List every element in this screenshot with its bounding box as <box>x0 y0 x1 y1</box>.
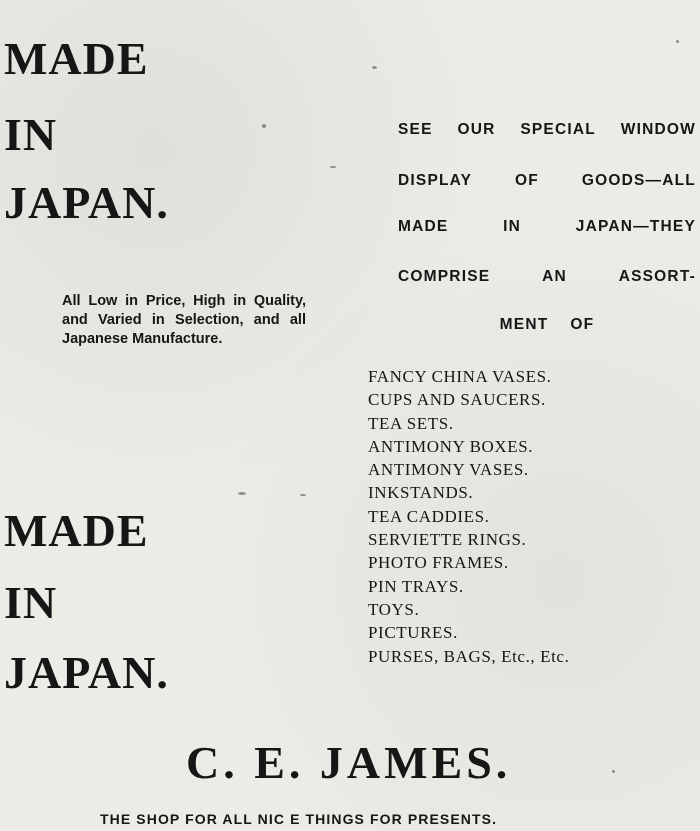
goods-item: SERVIETTE RINGS. <box>368 530 527 550</box>
goods-item: TEA SETS. <box>368 413 454 433</box>
heading-in-top: IN <box>4 109 58 160</box>
print-speck <box>330 166 336 168</box>
notice-word: OF <box>570 316 595 333</box>
notice-word: OUR <box>457 121 496 138</box>
goods-item: PICTURES. <box>368 623 458 643</box>
notice-word: MADE <box>398 218 449 235</box>
notice-word: MENT <box>499 316 549 333</box>
print-speck <box>238 492 246 495</box>
price-quality-blurb: All Low in Price, High in Quality, and Varied in Selection, and all Japanese Manufacture. <box>62 293 306 347</box>
goods-list <box>368 365 569 668</box>
notice-word: OF <box>515 172 539 189</box>
notice-word: SEE <box>398 121 433 138</box>
print-speck <box>676 40 679 43</box>
notice-word: SPECIAL <box>520 121 596 138</box>
goods-item: ANTIMONY BOXES. <box>368 436 534 456</box>
heading-japan-bottom: JAPAN. <box>4 647 169 698</box>
goods-item: PURSES, BAGS, Etc., Etc. <box>368 646 570 666</box>
goods-item: INKSTANDS. <box>368 483 474 503</box>
print-speck <box>612 770 615 773</box>
goods-item: TOYS. <box>368 599 420 619</box>
shop-tagline: THE SHOP FOR ALL NIC E THINGS FOR PRESENTS. <box>100 811 498 827</box>
notice-word: WINDOW <box>620 121 696 138</box>
notice-word: ASSORT- <box>618 268 696 285</box>
heading-japan-top: JAPAN. <box>4 177 169 228</box>
heading-in-bottom: IN <box>4 577 58 628</box>
goods-item: TEA CADDIES. <box>368 506 490 526</box>
notice-word: GOODS—ALL <box>581 172 696 189</box>
print-speck <box>372 66 377 69</box>
goods-item: FANCY CHINA VASES. <box>368 367 552 386</box>
goods-item: ANTIMONY VASES. <box>368 460 529 480</box>
notice-line-3 <box>398 218 696 236</box>
notice-line-1 <box>398 121 696 139</box>
notice-word: IN <box>503 218 522 235</box>
goods-item: PHOTO FRAMES. <box>368 553 509 573</box>
goods-item: PIN TRAYS. <box>368 576 464 596</box>
print-speck <box>300 494 306 496</box>
notice-word: JAPAN—THEY <box>575 218 696 235</box>
print-speck <box>262 124 266 128</box>
notice-line-5 <box>398 316 696 334</box>
notice-line-2 <box>398 172 696 190</box>
notice-word: AN <box>542 268 567 285</box>
heading-made-top: MADE <box>4 33 149 84</box>
notice-word: DISPLAY <box>398 172 473 189</box>
notice-word: COMPRISE <box>398 268 491 285</box>
heading-made-bottom: MADE <box>4 505 149 556</box>
goods-item: CUPS AND SAUCERS. <box>368 390 546 410</box>
shop-name: C. E. JAMES. <box>186 737 512 788</box>
notice-line-4 <box>398 268 696 286</box>
